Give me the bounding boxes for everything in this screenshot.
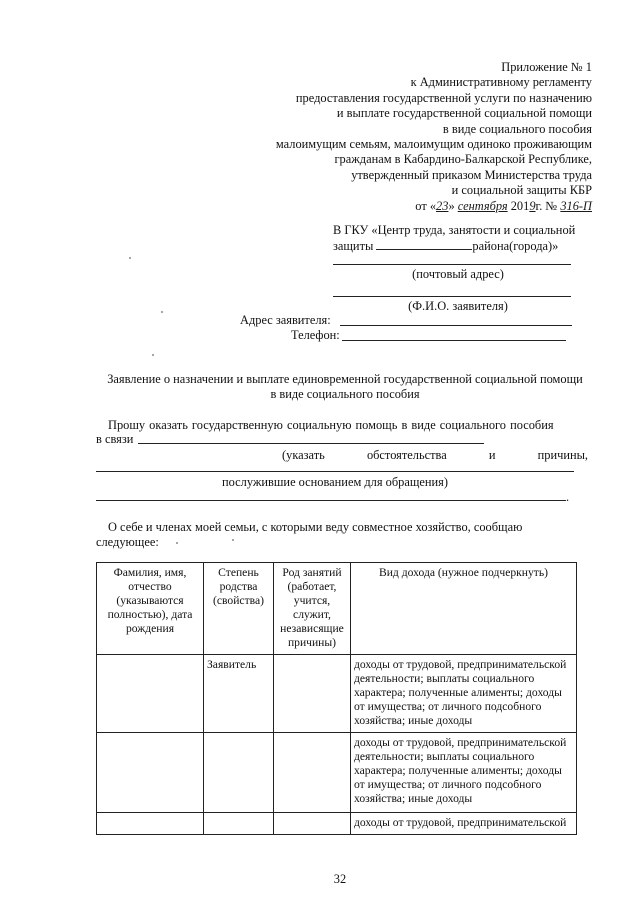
- cell-name[interactable]: [97, 655, 204, 733]
- table-row: [97, 733, 577, 813]
- addressee-line-1: В ГКУ «Центр труда, занятости и социальной: [333, 223, 576, 237]
- title-line-2: в виде социального пособия: [270, 386, 420, 401]
- page-number: 32: [333, 872, 347, 886]
- table-header-row: [97, 563, 577, 655]
- scan-speck: [129, 257, 131, 259]
- header-relation: Степень родства (свойства): [204, 563, 274, 655]
- appendix-line: гражданам в Кабардино-Балкарской Республике,: [334, 152, 592, 167]
- district-blank[interactable]: [376, 239, 472, 250]
- handwritten-day: 23: [436, 198, 449, 213]
- request-line-2: в связи: [96, 432, 134, 446]
- appendix-line: к Административному регламенту: [410, 75, 592, 90]
- cell-occupation[interactable]: [274, 733, 351, 813]
- fio-label: (Ф.И.О. заявителя): [408, 299, 508, 313]
- appendix-date-line: от «23» сентября 2019г. № 316-П: [415, 198, 592, 213]
- cell-relation[interactable]: Заявитель: [204, 655, 274, 733]
- reason-hint-2: послужившие основанием для обращения): [222, 475, 448, 489]
- appendix-title: Приложение № 1: [501, 60, 592, 74]
- table-row: [97, 655, 577, 733]
- phone-label: Телефон:: [291, 328, 340, 342]
- scan-speck: [232, 539, 234, 541]
- cell-name[interactable]: [97, 733, 204, 813]
- cell-name[interactable]: [97, 813, 204, 835]
- reason-field-2[interactable]: [96, 471, 574, 472]
- postal-address-field[interactable]: [333, 264, 571, 265]
- cell-occupation[interactable]: [274, 813, 351, 835]
- cell-relation[interactable]: [204, 733, 274, 813]
- scan-speck: [152, 354, 154, 356]
- reason-field-3[interactable]: [96, 500, 566, 501]
- header-occupation: Род занятий (работает, учится, служит, независящие причины): [274, 563, 351, 655]
- header-name: Фамилия, имя, отчество (указываются полностью), дата рождения: [97, 563, 204, 655]
- appendix-line: и выплате государственной социальной помощи: [336, 106, 592, 121]
- appendix-line: утвержденный приказом Министерства труда: [351, 167, 592, 182]
- title-line-1: Заявление о назначении и выплате единовременной государственной социальной помощи: [107, 372, 583, 386]
- document-title: [60, 372, 630, 401]
- appendix-line: и социальной защиты КБР: [451, 183, 592, 198]
- postal-address-label: (почтовый адрес): [412, 267, 504, 281]
- table-row: [97, 813, 577, 835]
- request-line-1: Прошу оказать государственную социальную помощь в виде социального пособия: [108, 418, 554, 432]
- fio-field[interactable]: [333, 296, 571, 297]
- addressee-line-2: защиты района(города)»: [333, 239, 559, 253]
- handwritten-year-digit: 9: [529, 198, 536, 213]
- appendix-block: [240, 60, 592, 214]
- header-income: Вид дохода (нужное подчеркнуть): [351, 563, 577, 655]
- address-label: Адрес заявителя:: [240, 313, 331, 327]
- reason-field-1[interactable]: [138, 443, 484, 444]
- cell-relation[interactable]: [204, 813, 274, 835]
- cell-occupation[interactable]: [274, 655, 351, 733]
- family-intro-line-1: О себе и членах моей семьи, с которыми веду совместное хозяйство, сообщаю: [108, 520, 523, 534]
- address-field[interactable]: [340, 325, 572, 326]
- reason-end-dot: .: [566, 490, 570, 504]
- appendix-line: малоимущим семьям, малоимущим одиноко проживающим: [275, 137, 592, 152]
- handwritten-month: сентября: [457, 198, 508, 213]
- scan-speck: [161, 311, 163, 313]
- scan-speck: [176, 542, 178, 544]
- family-table: [96, 562, 577, 835]
- appendix-line: в виде социального пособия: [442, 121, 592, 136]
- reason-hint: (указать обстоятельства и причины,: [282, 448, 588, 462]
- appendix-line: предоставления государственной услуги по назначению: [295, 90, 592, 105]
- phone-field[interactable]: [342, 340, 566, 341]
- cell-income[interactable]: доходы от трудовой, предпринимательской: [351, 813, 577, 835]
- family-intro-line-2: следующее:: [96, 535, 159, 549]
- handwritten-number: 316-П: [560, 198, 592, 213]
- cell-income[interactable]: доходы от трудовой, предпринимательской деятельности; выплаты социального характера; полученные алименты; доходы от имущества; от личного подсобного хозяйства; иные доходы: [351, 733, 577, 813]
- cell-income[interactable]: доходы от трудовой, предпринимательской деятельности; выплаты социального характера; полученные алименты; доходы от имущества; от личного подсобного хозяйства; иные доходы: [351, 655, 577, 733]
